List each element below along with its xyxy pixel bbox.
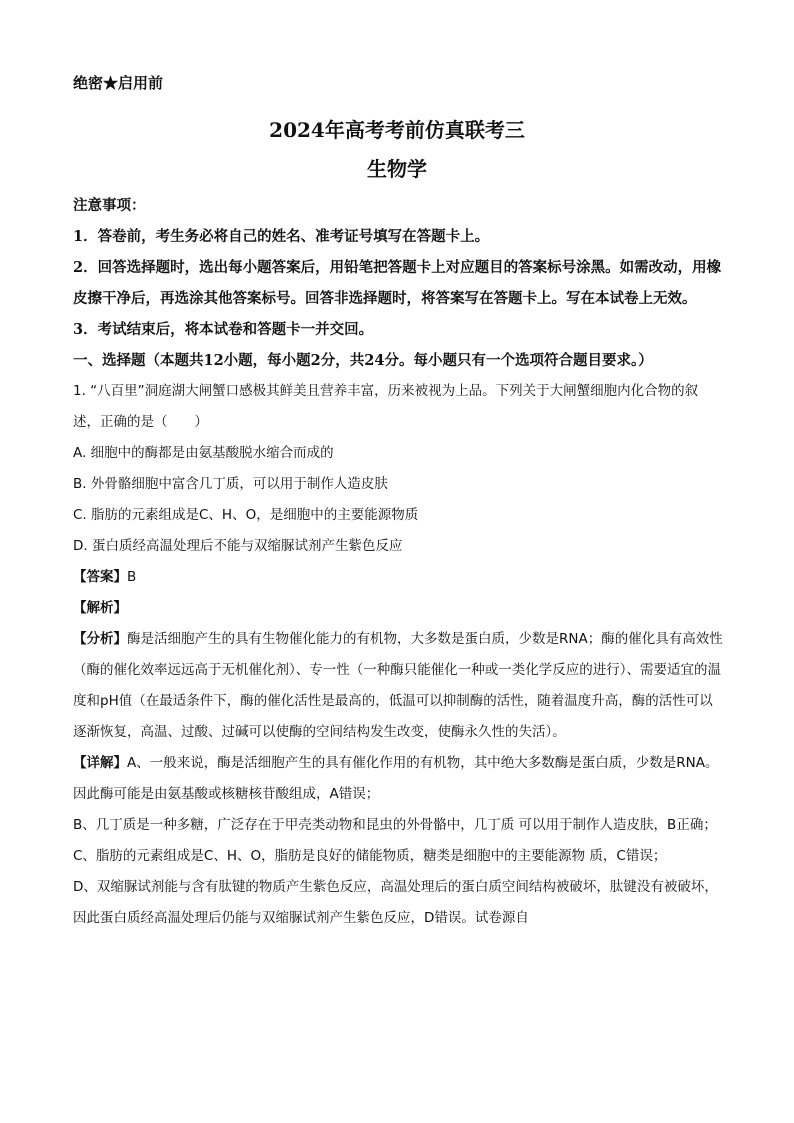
question-stem: 1. “八百里”洞庭湖大闸蟹口感极其鲜美且营养丰富，历来被视为上品。下列关于大闸蟹细胞内化合物的叙述，正确的是（ ） [73, 383, 699, 430]
fenxi-text: 酶是活细胞产生的具有生物催化能力的有机物，大多数是蛋白质，少数是RNA；酶的催化具有高效性（酶的催化效率远远高于无机催化剂）、专一性（一种酶只能催化一种或一类化学反应的进行）、需要适宜的温度和pH值（在最适条件下，酶的催化活性是最高的，低温可以抑制酶的活性，随着温度升高，酶的活性可以逐渐恢复，高温、过酸、过碱可以使酶的空间结构发生改变，使酶永久性的失活）。 [73, 631, 723, 740]
notice-item-2: 2．回答选择题时，选出每小题答案后，用铅笔把答题卡上对应题目的答案标号涂黑。如需改动，用橡皮擦干净后，再选涂其他答案标号。回答非选择题时，将答案写在答题卡上。写在本试卷上无效。 [73, 259, 722, 307]
notice-heading: 注意事项： [73, 197, 146, 214]
exam-title: 2024年高考考前仿真联考三 [269, 118, 525, 142]
xiangjie-paragraph-c: C、脂肪的元素组成是C、H、O，脂肪是良好的储能物质，糖类是细胞中的主要能源物 质，C错误； [73, 848, 667, 864]
fenxi-paragraph [73, 624, 723, 748]
notice-item-1: 1．答卷前，考生务必将自己的姓名、准考证号填写在答题卡上。 [73, 228, 490, 245]
notice-item-3: 3．考试结束后，将本试卷和答题卡一并交回。 [73, 321, 374, 338]
xiangjie-a-text: A、一般来说，酶是活细胞产生的具有催化作用的有机物，其中绝大多数酶是蛋白质，少数是RNA。因此酶可能是由氨基酸或核糖核苷酸组成，A错误； [73, 755, 719, 802]
option-d: D. 蛋白质经高温处理后不能与双缩脲试剂产生紫色反应 [73, 538, 403, 554]
option-a: A. 细胞中的酶都是由氨基酸脱水缩合而成的 [73, 445, 334, 461]
xiangjie-paragraph-b: B、几丁质是一种多糖，广泛存在于甲壳类动物和昆虫的外骨骼中，几丁质 可以用于制作人造皮肤，B正确； [73, 817, 717, 833]
xiangjie-paragraph-d: D、双缩脲试剂能与含有肽键的物质产生紫色反应，高温处理后的蛋白质空间结构被破坏，肽键没有被破坏， 因此蛋白质经高温处理后仍能与双缩脲试剂产生紫色反应，D错误。试卷源自 [73, 879, 718, 926]
analysis-heading [73, 593, 723, 624]
answer-line [73, 562, 723, 593]
analysis-label: 【解析】 [73, 600, 127, 616]
option-c: C. 脂肪的元素组成是C、H、O，是细胞中的主要能源物质 [73, 507, 419, 523]
option-b: B. 外骨骼细胞中富含几丁质，可以用于制作人造皮肤 [73, 476, 388, 492]
question-1 [73, 376, 723, 934]
xiangjie-paragraph-a [73, 748, 723, 810]
xiangjie-label: 【详解】 [73, 755, 127, 771]
exam-body [73, 190, 723, 934]
fenxi-label: 【分析】 [73, 631, 127, 647]
confidential-mark: 绝密★启用前 [73, 74, 164, 92]
section-heading: 一、选择题（本题共12小题，每小题2分，共24分。每小题只有一个选项符合题目要求。） [73, 352, 653, 369]
subject-title: 生物学 [367, 157, 427, 181]
answer-value: B [127, 569, 137, 585]
notice-block [73, 190, 723, 345]
answer-label: 【答案】 [73, 569, 127, 585]
